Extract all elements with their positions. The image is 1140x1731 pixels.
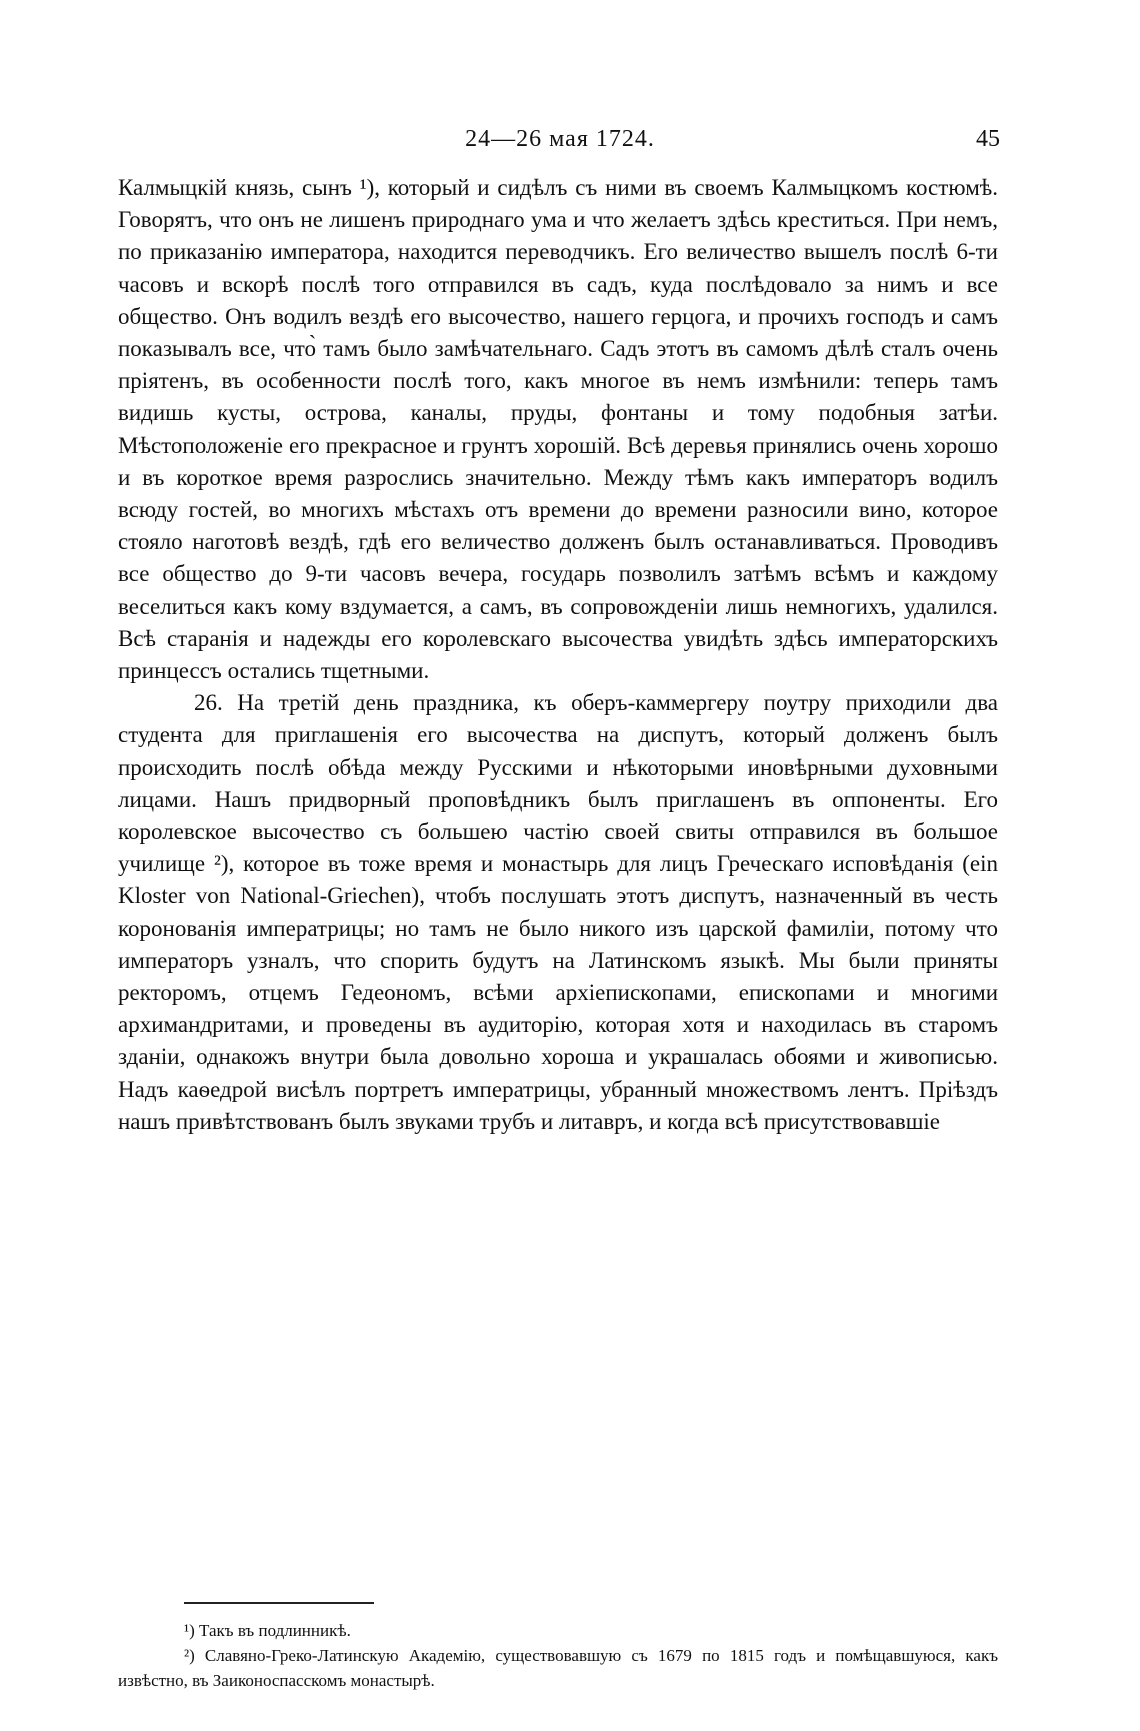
footnotes: [118, 1618, 998, 1693]
footnote-1: [118, 1618, 998, 1643]
running-title: 24—26 мая 1724.: [465, 126, 655, 152]
body-text: [118, 172, 998, 1138]
paragraph-1: Калмыцкій князь, сынъ ¹), который и сидѣлъ съ ними въ своемъ Калмыцкомъ костюмѣ. Говорятъ, что онъ не лишенъ природнаго ума и что желаетъ здѣсь креститься. При немъ, по приказанію императора, находится переводчикъ. Его величество вышелъ послѣ 6-ти часовъ и вскорѣ послѣ того отправился въ садъ, куда послѣдовало за нимъ и все общество. Онъ водилъ вездѣ его высочество, нашего герцога, и прочихъ господъ и самъ показывалъ все, что̀ тамъ было замѣчательнаго. Садъ этотъ въ самомъ дѣлѣ сталъ очень пріятенъ, въ особенности послѣ того, какъ многое въ немъ измѣнили: теперь тамъ видишь кусты, острова, каналы, пруды, фонтаны и тому подобныя затѣи. Мѣстоположеніе его прекрасное и грунтъ хорошій. Всѣ деревья принялись очень хорошо и въ короткое время разрослись значительно. Между тѣмъ какъ императоръ водилъ всюду гостей, во многихъ мѣстахъ отъ времени до времени разносили вино, которое стояло наготовѣ вездѣ, гдѣ его величество долженъ былъ останавливаться. Проводивъ все общество до 9-ти часовъ вечера, государь позволилъ затѣмъ всѣмъ и каждому веселиться какъ кому вздумается, а самъ, въ сопровожденіи лишь немногихъ, удалился. Всѣ старанія и надежды его королевскаго высочества увидѣть здѣсь императорскихъ принцессъ остались тщетными.: [118, 175, 998, 684]
footnote-2-marker: ²): [184, 1646, 195, 1665]
paragraph-2: 26. На третій день праздника, къ оберъ-каммергеру поутру приходили два студента для приглашенія его высочества на диспутъ, который долженъ былъ происходить послѣ обѣда между Русскими и нѣкоторыми иновѣрными духовными лицами. Нашъ придворный проповѣдникъ былъ приглашенъ въ оппоненты. Его королевское высочество съ большею частію своей свиты отправился въ большое училище ²), которое въ тоже время и монастырь для лицъ Греческаго исповѣданія (ein Kloster von National-Griechen), чтобъ послушать этотъ диспутъ, назначенный въ честь коронованія императрицы; но тамъ не было никого изъ царской фамиліи, потому что императоръ узналъ, что спорить будутъ на Латинскомъ языкѣ. Мы были приняты ректоромъ, отцемъ Гедеономъ, всѣми архіепископами, епископами и многими архимандритами, и проведены въ аудиторію, которая хотя и находилась въ старомъ зданіи, однакожъ внутри была довольно хороша и украшалась обоями и живописью. Надъ каѳедрой висѣлъ портретъ императрицы, убранный множествомъ лентъ. Пріѣздъ нашъ привѣтствованъ былъ звуками трубъ и литавръ, и когда всѣ присутствовавшіе: [118, 690, 998, 1134]
footnote-2-text: Славяно-Греко-Латинскую Академію, существовавшую съ 1679 по 1815 годъ и помѣщавшуюся, какъ извѣстно, въ Заиконоспасскомъ монастырѣ.: [118, 1646, 998, 1690]
footnote-1-text: Такъ въ подлинникѣ.: [194, 1621, 351, 1640]
footnote-1-marker: ¹): [184, 1621, 195, 1640]
footnote-divider: [184, 1602, 374, 1604]
page-number: 45: [976, 126, 1000, 152]
footnote-2: [118, 1643, 998, 1693]
page-header: [120, 126, 1000, 162]
